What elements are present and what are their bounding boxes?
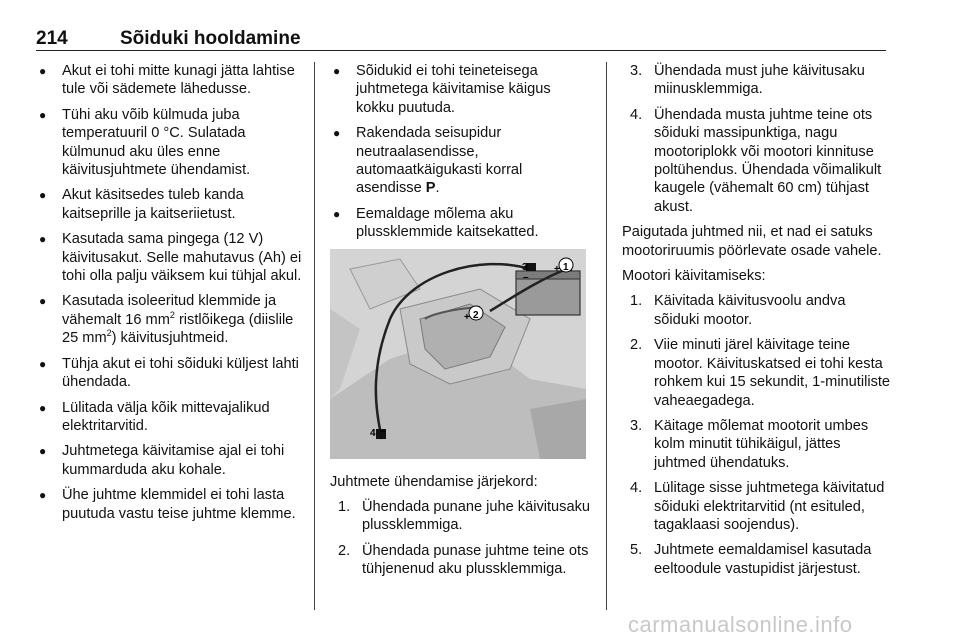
list-item: ● Kasutada sama pingega (12 V) käivitusakut. Selle mahutavus (Ah) ei tohi olla palju väiksem kui tühjal akul. xyxy=(36,230,304,285)
page-header xyxy=(36,28,886,51)
callout-2: 2 xyxy=(473,309,479,321)
callout-3: 3 xyxy=(522,261,528,273)
engine-bay-drawing xyxy=(330,249,586,459)
list-item: ● Eemaldage mõlema aku plussklemmide kaitsekatted. xyxy=(330,205,592,242)
watermark: carmanualsonline.info xyxy=(628,612,853,637)
list-item: ● Akut ei tohi mitte kunagi jätta lahtise tule või sädemete lähedusse. xyxy=(36,62,304,99)
list-item: ● Kasutada isoleeritud klemmide ja vähemalt 16 $mm^2$ ristlõikega (diislile 25 $mm^2$) käivitusjuhtmeid. xyxy=(36,292,304,347)
callout-1: 1 xyxy=(563,261,569,273)
column-1 xyxy=(36,62,304,530)
connection-steps xyxy=(330,498,592,579)
jump-start-illustration xyxy=(330,249,586,459)
list-item: ● Ühe juhtme klemmidel ei tohi lasta puutuda vastu teise juhtme klemme. xyxy=(36,486,304,523)
list-item: 5. Juhtmete eemaldamisel kasutada eeltoodule vastupidist järjestust. xyxy=(630,542,872,577)
precaution-list xyxy=(330,62,592,242)
list-item: 2. Viie minuti järel käivitage teine mootor. Käivituskatsed ei tohi kesta rohkem kui 15 sekundit, 1-minutiliste vaheaegadega. xyxy=(630,337,891,409)
column-3 xyxy=(622,62,892,585)
list-item: 4. Lülitage sisse juhtmetega käivitatud sõiduki elektritarvitid (nt esituled, tagaklaasi soojendus). xyxy=(630,480,885,533)
sequence-heading: Juhtmete ühendamise järjekord: xyxy=(330,473,538,490)
page-title: Sõiduki hooldamine xyxy=(120,28,301,49)
list-item: ● Sõidukid ei tohi teineteisega juhtmetega käivitamise käigus kokku puutuda. xyxy=(330,62,592,117)
list-item: ● Lülitada välja kõik mittevajalikud elektritarvitid. xyxy=(36,399,304,436)
list-item: 3. Ühendada must juhe käivitusaku miinusklemmiga. xyxy=(630,63,865,98)
column-divider xyxy=(606,62,607,610)
callout-plus-sign: + xyxy=(464,311,470,323)
callout-minus-sign: – xyxy=(380,425,386,437)
list-item: 1. Ühendada punane juhe käivitusaku plussklemmiga. xyxy=(338,499,590,534)
precaution-list xyxy=(36,62,304,523)
list-item: 2. Ühendada punase juhtme teine ots tühjenenud aku plussklemmiga. xyxy=(338,542,589,578)
list-item: 3. Käitage mõlemat mootorit umbes kolm minutit tühikäigul, jättes juhtmed ühendatuks. xyxy=(630,417,869,471)
list-item: ● Akut käsitsedes tuleb kanda kaitseprille ja kaitseriietust. xyxy=(36,186,304,223)
list-item: 1. Käivitada käivitusvoolu andva sõiduki mootor. xyxy=(630,293,846,328)
callout-4: 4 xyxy=(370,427,376,439)
connection-steps-continued xyxy=(622,62,892,216)
paragraph: Paigutada juhtmed nii, et nad ei satuks mootoriruumis pöörlevate osade vahele. xyxy=(622,224,882,259)
column-divider xyxy=(314,62,315,610)
list-item: ● Juhtmetega käivitamise ajal ei tohi kummarduda aku kohale. xyxy=(36,442,304,479)
column-2 xyxy=(330,62,592,586)
callout-plus-sign: + xyxy=(554,263,560,275)
list-item: ● Tühja akut ei tohi sõiduki küljest lahti ühendada. xyxy=(36,355,304,392)
list-item: ● Tühi aku võib külmuda juba temperatuuril 0 °C. Sulatada külmunud aku üles enne käivitusjuhtmete ühendamist. xyxy=(36,106,304,180)
start-steps xyxy=(622,292,892,578)
callout-minus-sign: – xyxy=(523,271,529,283)
paragraph: Mootori käivitamiseks: xyxy=(622,268,766,285)
list-item: 4. Ühendada musta juhtme teine ots sõiduki massipunktiga, nagu mootoriplokk või mootori kinnituse poltühendus. Ühendada võimalikult kaugele (vähemalt 60 cm) tühjast akust. xyxy=(630,106,882,215)
page-number: 214 xyxy=(36,28,68,49)
list-item: ● Rakendada seisupidur neutraalasendisse, automaatkäigukasti korral asendisse P. xyxy=(330,124,592,198)
